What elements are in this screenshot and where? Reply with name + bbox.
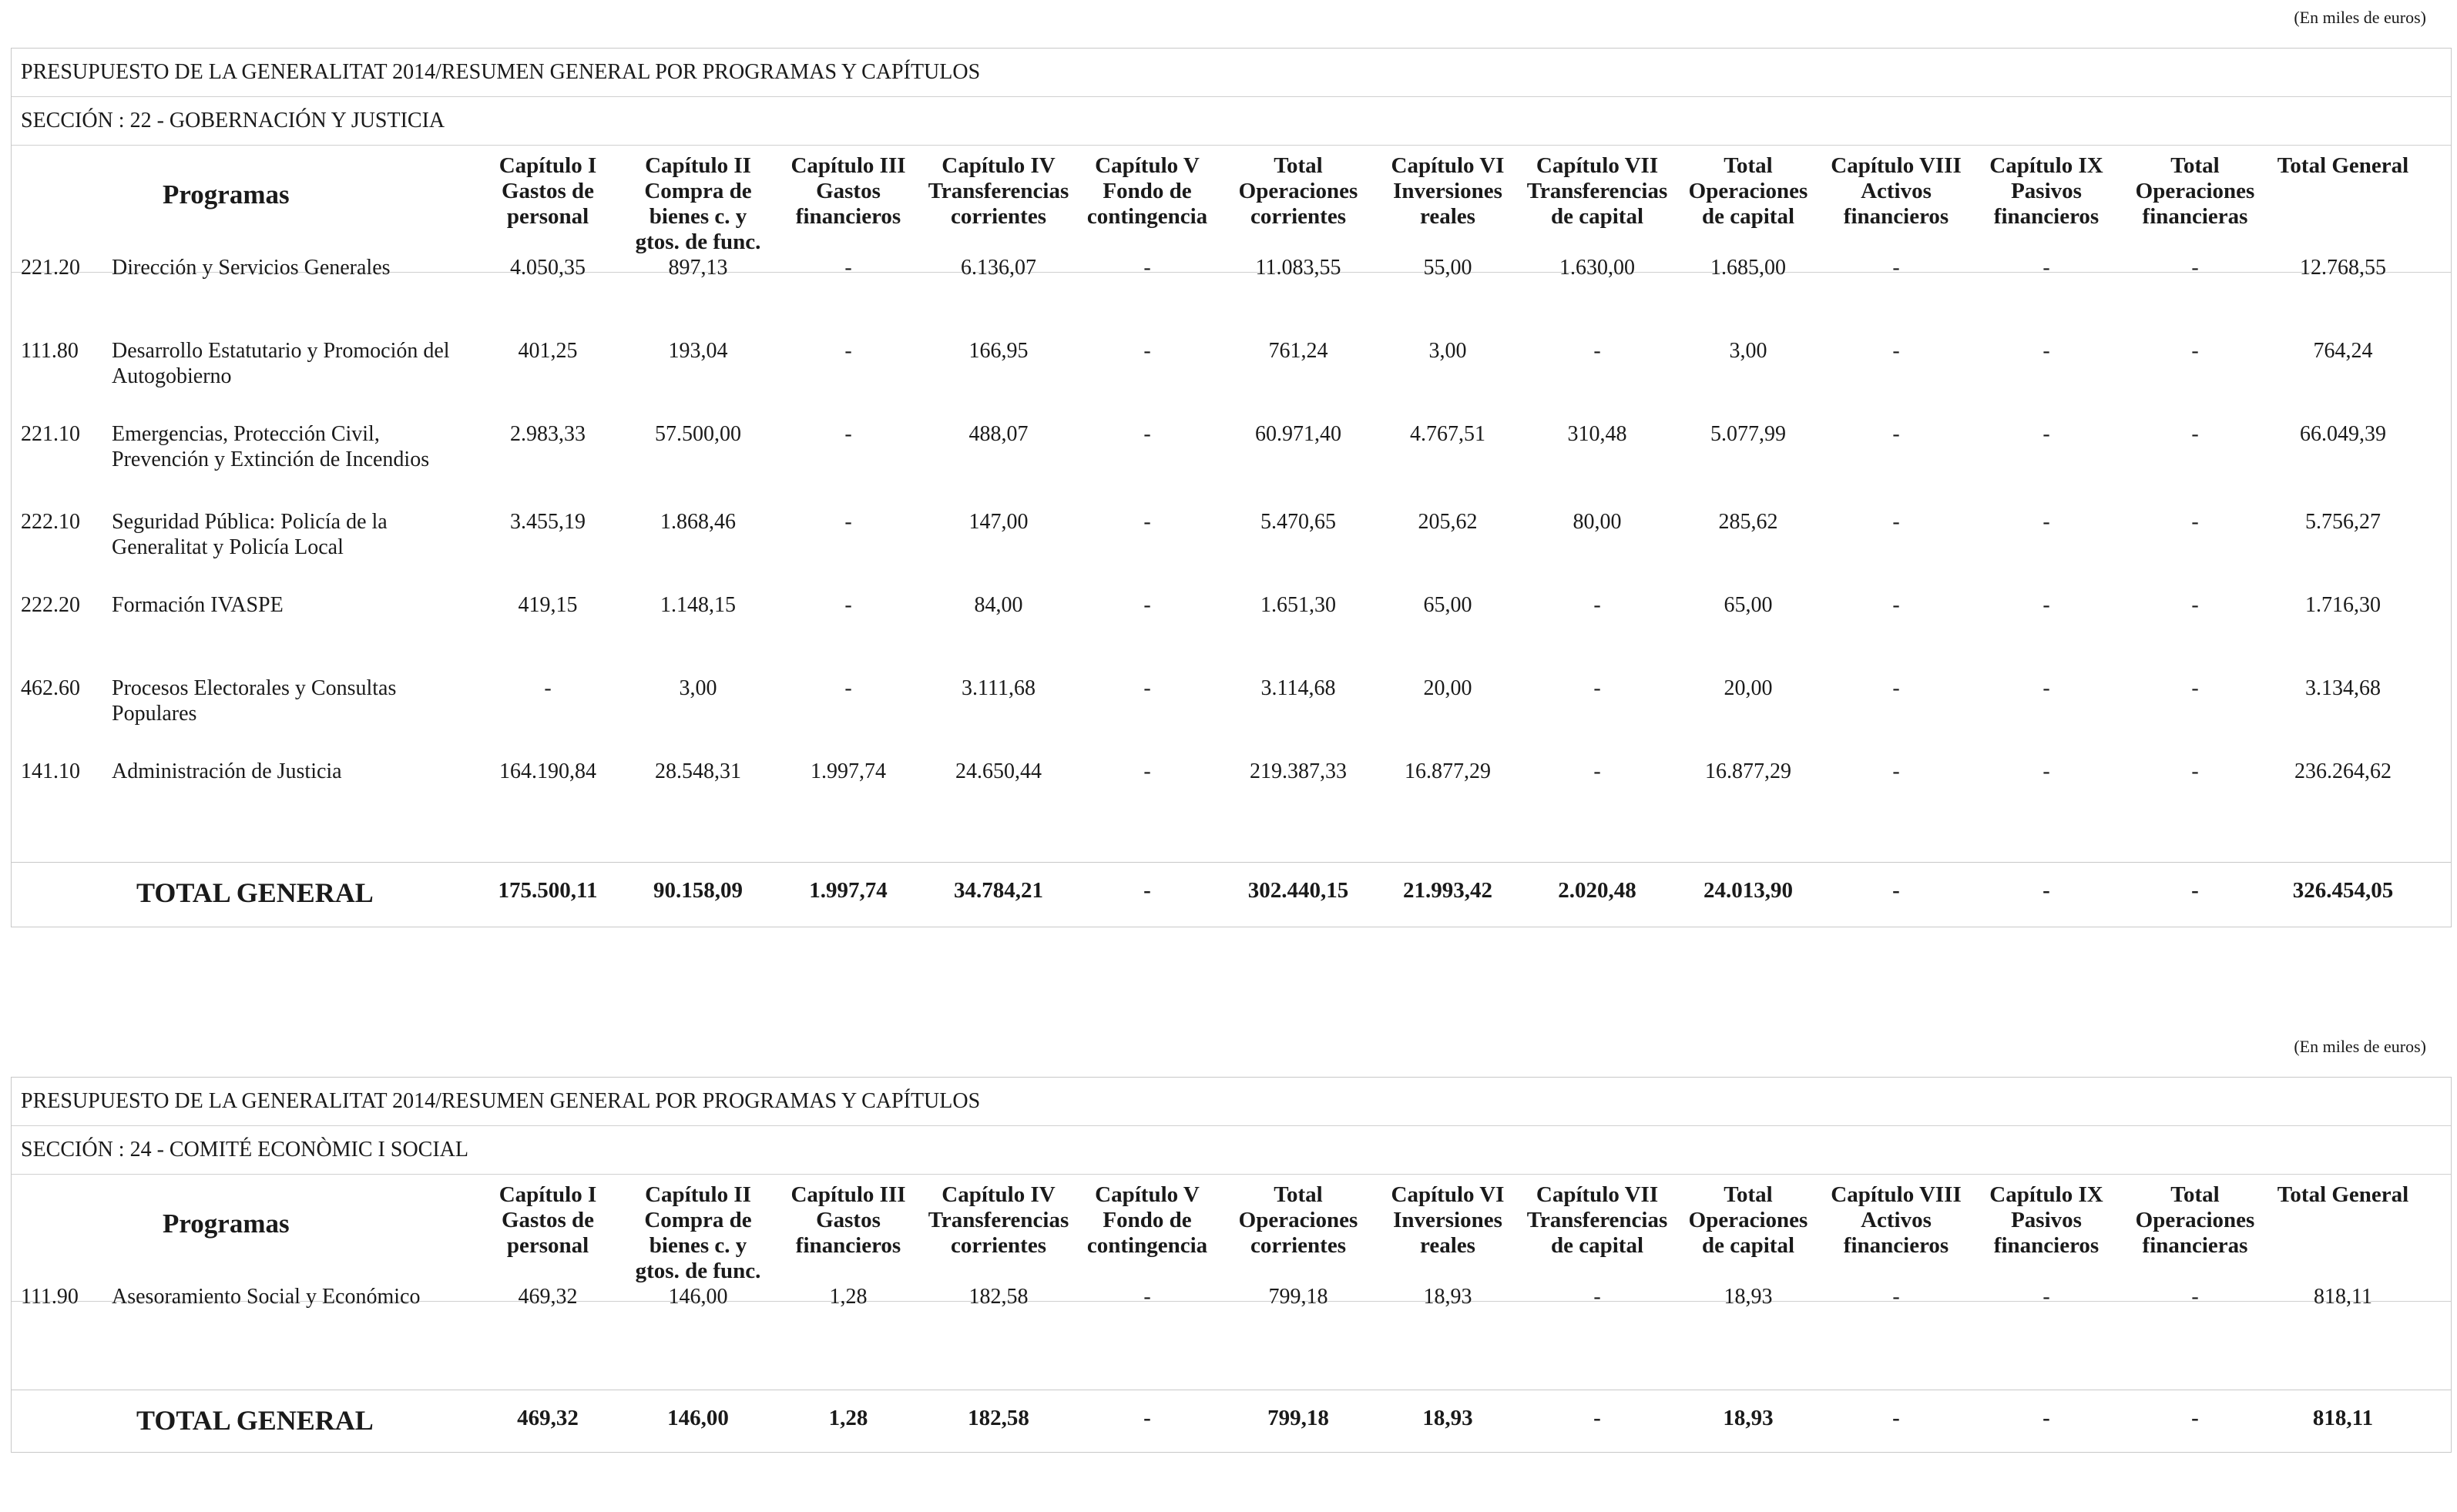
program-name: Dirección y Servicios Generales <box>112 256 391 280</box>
table-cell: - <box>1143 676 1151 700</box>
column-header-line: Compra de <box>644 1208 752 1232</box>
column-header <box>1372 153 1523 230</box>
total-cell: - <box>2191 1406 2199 1430</box>
table-cell: - <box>2042 339 2050 363</box>
program-name: Formación IVASPE <box>112 593 284 617</box>
table-cell: 1.997,74 <box>811 759 886 783</box>
total-cell: 302.440,15 <box>1247 878 1349 903</box>
table-cell: 799,18 <box>1268 1285 1328 1309</box>
table-cell: 6.136,07 <box>961 256 1036 280</box>
section-label: SECCIÓN : 24 - COMITÉ ECONÒMIC I SOCIAL <box>12 1126 2451 1175</box>
program-name: Procesos Electorales y Consultas Populares <box>112 676 397 726</box>
column-header-line: contingencia <box>1086 204 1208 229</box>
column-header-line: Compra de <box>644 179 752 203</box>
table-cell: - <box>1892 510 1900 534</box>
table-cell: 5.756,27 <box>2305 510 2381 534</box>
total-cell: 1.997,74 <box>809 878 888 903</box>
column-header-line: corrientes <box>1250 1233 1346 1258</box>
column-header-line: financieras <box>2142 204 2248 229</box>
table-cell: - <box>1892 256 1900 280</box>
table-cell: 3.134,68 <box>2305 676 2381 700</box>
total-cell: - <box>1892 878 1900 903</box>
table-row <box>12 327 2451 411</box>
table-cell: 60.971,40 <box>1255 422 1341 446</box>
column-header-line: Capítulo IV <box>942 1182 1056 1207</box>
column-header-line: de capital <box>1701 1233 1795 1258</box>
programas-header: Programas <box>163 179 290 210</box>
program-code: 222.20 <box>21 593 80 617</box>
column-header-line: financieros <box>1843 1233 1949 1258</box>
table-cell: 1.868,46 <box>660 510 736 534</box>
table-cell: 57.500,00 <box>655 422 741 446</box>
column-header-line: Pasivos <box>2011 1208 2082 1232</box>
total-cell: - <box>1143 1406 1151 1430</box>
table-cell: 5.077,99 <box>1710 422 1786 446</box>
table-cell: 80,00 <box>1573 510 1622 534</box>
column-header-line: bienes c. y <box>649 204 747 229</box>
units-note: (En miles de euros) <box>2294 8 2426 27</box>
table-cell: 146,00 <box>668 1285 728 1309</box>
table-cell: - <box>1593 593 1601 617</box>
column-header-line: Capítulo II <box>645 1182 751 1207</box>
total-cell: 34.784,21 <box>954 878 1043 903</box>
column-header-line: Operaciones <box>1688 1208 1808 1232</box>
table-row <box>12 582 2451 665</box>
column-header-line: personal <box>506 204 589 229</box>
table-cell: 193,04 <box>668 339 728 363</box>
table-cell: - <box>844 422 852 446</box>
total-cell: 175.500,11 <box>498 878 598 903</box>
column-header-line: reales <box>1420 204 1475 229</box>
column-header-line: Transferencias <box>1526 1208 1668 1232</box>
column-header-line: Total <box>2170 153 2220 178</box>
table-cell: 3,00 <box>1428 339 1467 363</box>
column-header <box>2120 1182 2271 1259</box>
table-cell: 3,00 <box>1729 339 1767 363</box>
column-header-line: Total <box>2170 1182 2220 1207</box>
budget-table-section-24 <box>11 1077 2452 1453</box>
column-header-line: Total General <box>2277 1182 2409 1207</box>
column-header-line: Transferencias <box>928 1208 1069 1232</box>
column-header <box>773 1182 924 1259</box>
column-header-line: Capítulo I <box>498 153 597 178</box>
program-code: 111.80 <box>21 339 79 363</box>
table-title: PRESUPUESTO DE LA GENERALITAT 2014/RESUMEN GENERAL POR PROGRAMAS Y CAPÍTULOS <box>12 1078 2451 1126</box>
table-cell: 3.455,19 <box>510 510 586 534</box>
table-cell: - <box>1143 593 1151 617</box>
table-cell: 897,13 <box>668 256 728 280</box>
column-header <box>773 153 924 230</box>
table-cell: - <box>2042 759 2050 783</box>
column-header <box>1971 153 2122 230</box>
column-header-line: Capítulo VI <box>1391 1182 1505 1207</box>
column-header <box>1673 1182 1824 1259</box>
table-cell: 28.548,31 <box>655 759 741 783</box>
column-header-line: Activos <box>1861 179 1932 203</box>
table-cell: - <box>544 676 552 700</box>
column-header-line: Capítulo IV <box>942 153 1056 178</box>
section-label: SECCIÓN : 22 - GOBERNACIÓN Y JUSTICIA <box>12 97 2451 146</box>
table-cell: 4.767,51 <box>1410 422 1485 446</box>
total-row <box>12 1390 2451 1453</box>
table-cell: - <box>844 256 852 280</box>
program-name: Desarrollo Estatutario y Promoción del Autogobierno <box>112 339 450 388</box>
total-cell: 146,00 <box>667 1406 729 1430</box>
table-cell: 1.148,15 <box>660 593 736 617</box>
table-cell: 84,00 <box>974 593 1023 617</box>
column-header <box>923 1182 1074 1259</box>
program-code: 462.60 <box>21 676 80 700</box>
column-header-line: Gastos <box>816 179 881 203</box>
table-cell: 761,24 <box>1268 339 1328 363</box>
total-cell: 469,32 <box>517 1406 579 1430</box>
table-cell: - <box>1892 339 1900 363</box>
table-cell: 310,48 <box>1567 422 1627 446</box>
total-cell: 21.993,42 <box>1403 878 1492 903</box>
table-cell: - <box>2042 256 2050 280</box>
total-cell: 1,28 <box>828 1406 868 1430</box>
table-cell: 469,32 <box>518 1285 578 1309</box>
column-header-line: Capítulo III <box>790 153 906 178</box>
column-header-line: personal <box>506 1233 589 1258</box>
total-label: TOTAL GENERAL <box>136 877 374 908</box>
column-header-line: Total <box>1274 1182 1323 1207</box>
column-header <box>923 153 1074 230</box>
column-header <box>1673 153 1824 230</box>
column-header-line: Capítulo IX <box>1989 153 2103 178</box>
table-cell: - <box>1892 422 1900 446</box>
column-header-line: Total <box>1724 1182 1773 1207</box>
table-cell: 2.983,33 <box>510 422 586 446</box>
table-cell: - <box>2042 676 2050 700</box>
total-cell: 2.020,48 <box>1558 878 1636 903</box>
table-cell: 1.685,00 <box>1710 256 1786 280</box>
column-header-line: Fondo de <box>1103 1208 1192 1232</box>
program-code: 222.10 <box>21 510 80 534</box>
column-header-line: de capital <box>1550 204 1644 229</box>
table-cell: - <box>1892 1285 1900 1309</box>
column-header-line: Transferencias <box>1526 179 1668 203</box>
column-header <box>623 153 774 255</box>
table-cell: - <box>844 339 852 363</box>
program-name: Asesoramiento Social y Económico <box>112 1285 421 1309</box>
column-header-line: Activos <box>1861 1208 1932 1232</box>
total-cell: - <box>1593 1406 1601 1430</box>
column-header-line: gtos. de func. <box>635 1259 761 1283</box>
table-cell: 24.650,44 <box>955 759 1042 783</box>
table-cell: 66.049,39 <box>2300 422 2386 446</box>
column-header-line: Inversiones <box>1393 1208 1502 1232</box>
column-header <box>472 153 623 230</box>
table-cell: 419,15 <box>518 593 578 617</box>
column-header-line: Operaciones <box>1688 179 1808 203</box>
table-cell: 147,00 <box>968 510 1029 534</box>
column-header-line: Total <box>1274 153 1323 178</box>
table-cell: - <box>2191 759 2199 783</box>
table-cell: - <box>844 510 852 534</box>
column-header <box>1223 1182 1374 1259</box>
column-header-line: Total <box>1724 153 1773 178</box>
column-header <box>2120 153 2271 230</box>
column-header-line: Gastos de <box>501 179 595 203</box>
table-cell: 3.114,68 <box>1260 676 1336 700</box>
column-header-line: Capítulo V <box>1095 1182 1200 1207</box>
total-cell: - <box>2042 1406 2050 1430</box>
table-cell: - <box>844 676 852 700</box>
table-cell: - <box>844 593 852 617</box>
column-header-line: Operaciones <box>1238 1208 1358 1232</box>
column-header-line: Operaciones <box>1238 179 1358 203</box>
column-header-line: financieras <box>2142 1233 2248 1258</box>
table-cell: - <box>1892 676 1900 700</box>
table-cell: - <box>2042 422 2050 446</box>
table-cell: 236.264,62 <box>2294 759 2392 783</box>
total-cell: - <box>2191 878 2199 903</box>
table-cell: 11.083,55 <box>1255 256 1341 280</box>
table-cell: - <box>2191 593 2199 617</box>
total-cell: 818,11 <box>2312 1406 2374 1430</box>
column-header-line: financieros <box>1843 204 1949 229</box>
table-cell: 20,00 <box>1724 676 1773 700</box>
table-cell: - <box>1143 256 1151 280</box>
column-header <box>1971 1182 2122 1259</box>
column-header <box>1072 153 1223 230</box>
program-code: 221.20 <box>21 256 80 280</box>
table-cell: - <box>2191 256 2199 280</box>
table-cell: - <box>2042 1285 2050 1309</box>
program-name: Emergencias, Protección Civil, Prevención y Extinción de Incendios <box>112 422 430 471</box>
table-cell: 12.768,55 <box>2300 256 2386 280</box>
column-header-line: Capítulo I <box>498 1182 597 1207</box>
column-header-line: contingencia <box>1086 1233 1208 1258</box>
column-header-line: corrientes <box>951 1233 1046 1258</box>
column-header <box>1821 153 1972 230</box>
table-cell: 1.651,30 <box>1260 593 1336 617</box>
program-code: 141.10 <box>21 759 80 783</box>
column-header-line: financieros <box>795 1233 901 1258</box>
table-cell: 65,00 <box>1423 593 1472 617</box>
table-cell: 65,00 <box>1724 593 1773 617</box>
table-cell: 55,00 <box>1423 256 1472 280</box>
column-header-line: Transferencias <box>928 179 1069 203</box>
table-row <box>12 665 2451 748</box>
table-cell: 16.877,29 <box>1405 759 1491 783</box>
program-name: Administración de Justicia <box>112 759 342 783</box>
programas-header: Programas <box>163 1209 290 1239</box>
column-header-line: gtos. de func. <box>635 230 761 254</box>
column-header-line: Capítulo II <box>645 153 751 178</box>
table-cell: 164.190,84 <box>499 759 596 783</box>
column-header-line: Capítulo V <box>1095 153 1200 178</box>
column-header-line: Capítulo VIII <box>1831 153 1962 178</box>
column-header <box>2267 153 2418 179</box>
table-cell: - <box>1143 510 1151 534</box>
units-note: (En miles de euros) <box>2294 1037 2426 1056</box>
table-cell: 3.111,68 <box>962 676 1035 700</box>
table-cell: 1.716,30 <box>2305 593 2381 617</box>
table-cell: - <box>2191 510 2199 534</box>
column-header-line: corrientes <box>1250 204 1346 229</box>
column-header <box>472 1182 623 1259</box>
table-cell: - <box>1892 759 1900 783</box>
table-cell: - <box>1593 676 1601 700</box>
total-cell: 24.013,90 <box>1703 878 1793 903</box>
table-cell: - <box>1143 339 1151 363</box>
column-header-line: Capítulo VII <box>1536 153 1659 178</box>
table-cell: 20,00 <box>1423 676 1472 700</box>
column-header <box>623 1182 774 1284</box>
column-header-line: Operaciones <box>2135 1208 2255 1232</box>
table-cell: 18,93 <box>1724 1285 1773 1309</box>
table-cell: - <box>1593 759 1601 783</box>
column-header-line: Pasivos <box>2011 179 2082 203</box>
column-header <box>1072 1182 1223 1259</box>
table-cell: 219.387,33 <box>1250 759 1347 783</box>
total-cell: - <box>1143 878 1151 903</box>
table-row <box>12 1273 2451 1356</box>
column-header-line: Total General <box>2277 153 2409 178</box>
table-title: PRESUPUESTO DE LA GENERALITAT 2014/RESUMEN GENERAL POR PROGRAMAS Y CAPÍTULOS <box>12 49 2451 97</box>
table-cell: - <box>2042 593 2050 617</box>
column-header <box>1223 153 1374 230</box>
column-header-line: Fondo de <box>1103 179 1192 203</box>
table-cell: - <box>1143 422 1151 446</box>
column-header <box>2267 1182 2418 1208</box>
program-name: Seguridad Pública: Policía de la Generalitat y Policía Local <box>112 510 388 559</box>
program-code: 111.90 <box>21 1285 79 1309</box>
total-cell: 18,93 <box>1723 1406 1774 1430</box>
total-cell: 90.158,09 <box>653 878 743 903</box>
table-cell: 205,62 <box>1418 510 1478 534</box>
table-cell: 401,25 <box>518 339 578 363</box>
column-header-line: Capítulo VII <box>1536 1182 1659 1207</box>
table-cell: - <box>2042 510 2050 534</box>
table-cell: 4.050,35 <box>510 256 586 280</box>
column-header <box>1522 153 1673 230</box>
total-label: TOTAL GENERAL <box>136 1405 374 1436</box>
table-cell: - <box>2191 339 2199 363</box>
total-row <box>12 862 2451 927</box>
table-cell: 818,11 <box>2314 1285 2372 1309</box>
column-header-line: Inversiones <box>1393 179 1502 203</box>
budget-table-section-22 <box>11 48 2452 927</box>
program-code: 221.10 <box>21 422 80 446</box>
table-cell: - <box>2191 1285 2199 1309</box>
column-header <box>1372 1182 1523 1259</box>
column-header <box>1522 1182 1673 1259</box>
column-header-line: financieros <box>1993 204 2100 229</box>
table-cell: 16.877,29 <box>1705 759 1791 783</box>
column-header-line: Capítulo IX <box>1989 1182 2103 1207</box>
column-header-line: financieros <box>795 204 901 229</box>
table-row <box>12 411 2451 494</box>
table-cell: - <box>1593 1285 1601 1309</box>
column-header-line: Gastos de <box>501 1208 595 1232</box>
column-header-line: financieros <box>1993 1233 2100 1258</box>
table-cell: 764,24 <box>2313 339 2373 363</box>
table-cell: - <box>1143 1285 1151 1309</box>
column-header-line: Capítulo VI <box>1391 153 1505 178</box>
table-cell: 1,28 <box>829 1285 868 1309</box>
table-cell: - <box>1593 339 1601 363</box>
column-header-line: Gastos <box>816 1208 881 1232</box>
table-cell: - <box>2191 676 2199 700</box>
table-cell: - <box>1892 593 1900 617</box>
table-row <box>12 244 2451 327</box>
column-header-line: de capital <box>1550 1233 1644 1258</box>
column-header-line: de capital <box>1701 204 1795 229</box>
table-row <box>12 748 2451 831</box>
total-cell: 18,93 <box>1422 1406 1473 1430</box>
column-header-line: Capítulo VIII <box>1831 1182 1962 1207</box>
total-cell: 799,18 <box>1267 1406 1329 1430</box>
column-header-line: corrientes <box>951 204 1046 229</box>
table-cell: 1.630,00 <box>1559 256 1635 280</box>
column-header-line: bienes c. y <box>649 1233 747 1258</box>
total-cell: 326.454,05 <box>2292 878 2394 903</box>
column-header-line: reales <box>1420 1233 1475 1258</box>
total-cell: 182,58 <box>968 1406 1029 1430</box>
total-cell: - <box>1892 1406 1900 1430</box>
total-cell: - <box>2042 878 2050 903</box>
table-cell: 18,93 <box>1423 1285 1472 1309</box>
table-cell: 5.470,65 <box>1260 510 1336 534</box>
table-cell: 182,58 <box>968 1285 1029 1309</box>
table-cell: 166,95 <box>968 339 1029 363</box>
column-header <box>1821 1182 1972 1259</box>
column-header-line: Capítulo III <box>790 1182 906 1207</box>
table-row <box>12 498 2451 582</box>
table-cell: 3,00 <box>679 676 717 700</box>
table-cell: - <box>2191 422 2199 446</box>
column-header-line: Operaciones <box>2135 179 2255 203</box>
table-cell: 488,07 <box>968 422 1029 446</box>
table-cell: - <box>1143 759 1151 783</box>
table-cell: 285,62 <box>1718 510 1778 534</box>
